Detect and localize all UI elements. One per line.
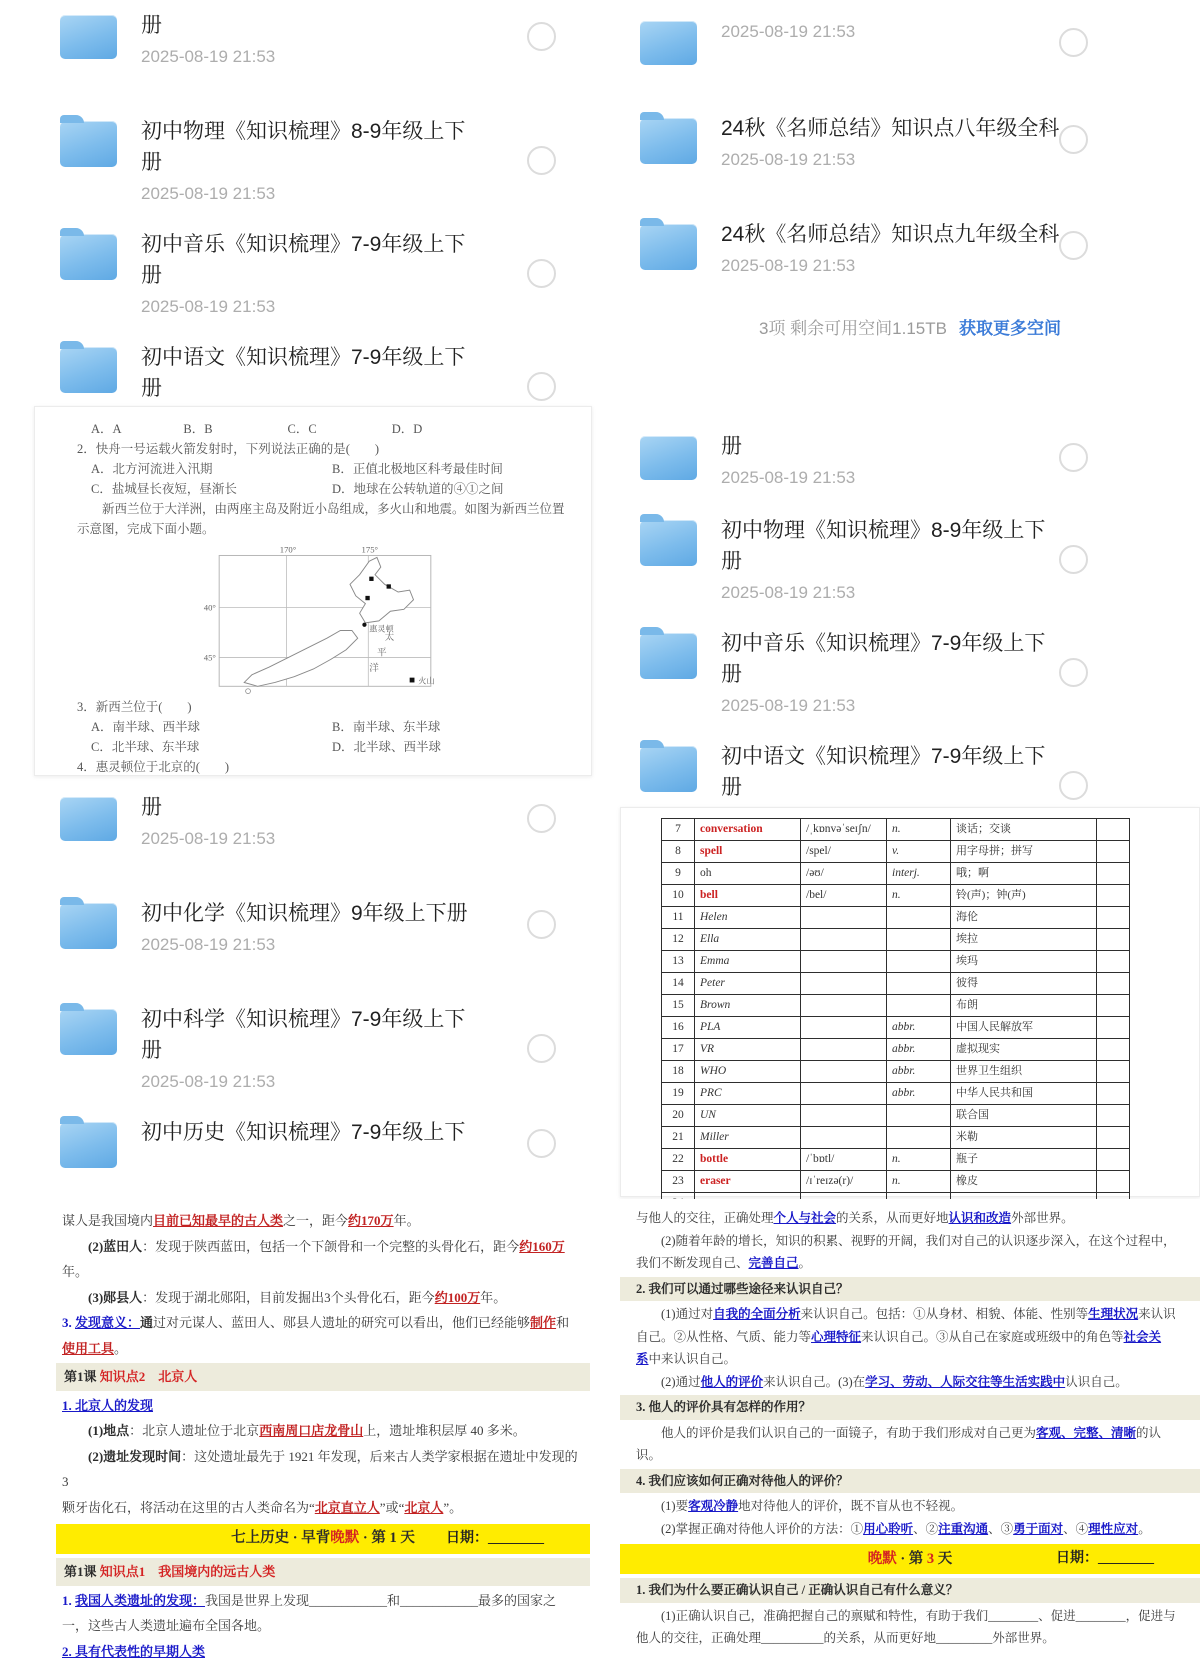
section-header-bar: 1. 我们为什么要正确认识自己 / 正确认识自己有什么意义？ bbox=[620, 1578, 1200, 1603]
select-circle[interactable] bbox=[527, 1034, 556, 1063]
folder-icon bbox=[640, 436, 697, 480]
select-circle[interactable] bbox=[1059, 771, 1088, 800]
vocab-number-cell: 20 bbox=[662, 1105, 695, 1127]
vocab-phonetic-cell: /ˈbɒtl/ bbox=[801, 1149, 887, 1171]
folder-time: 2025-08-19 21:53 bbox=[141, 296, 485, 318]
vocab-empty-cell bbox=[1097, 973, 1130, 995]
doc-paragraph: 谋人是我国境内目前已知最早的古人类之一，距今约170万年。 bbox=[62, 1208, 580, 1234]
folder-time: 2025-08-19 21:53 bbox=[141, 1071, 485, 1093]
option: C．北半球、东半球 bbox=[91, 737, 332, 757]
select-circle[interactable] bbox=[1059, 231, 1088, 260]
folder-row[interactable] bbox=[620, 219, 1200, 277]
vocab-phonetic-cell bbox=[801, 1039, 887, 1061]
sea-label: 平 bbox=[377, 648, 387, 659]
question-2-options bbox=[77, 459, 573, 479]
vocab-empty-cell bbox=[1097, 1171, 1130, 1193]
vocab-empty-cell bbox=[1097, 863, 1130, 885]
lat-label: 40° bbox=[204, 602, 217, 612]
volcano-marker bbox=[369, 577, 373, 581]
vocab-phonetic-cell: /spel/ bbox=[801, 841, 887, 863]
vocab-empty-cell bbox=[1097, 841, 1130, 863]
option: D．北半球、西半球 bbox=[332, 737, 573, 757]
vocab-word-cell: PLA bbox=[695, 1017, 801, 1039]
folder-row[interactable] bbox=[0, 342, 600, 404]
vocab-pos-cell: abbr. bbox=[887, 1083, 951, 1105]
folder-row[interactable] bbox=[620, 113, 1200, 171]
select-circle[interactable] bbox=[527, 804, 556, 833]
doc-paragraph: (1)地点：北京人遗址位于北京西南周口店龙骨山上，遗址堆积层厚 40 多米。 bbox=[62, 1418, 580, 1444]
doc-paragraph: (2)通过他人的评价来认识自己。(3)在学习、劳动、人际交往等生活实践中认识自己。 bbox=[636, 1371, 1176, 1394]
history-doc-preview[interactable] bbox=[28, 1198, 590, 1603]
folder-icon bbox=[60, 234, 117, 280]
vocab-number-cell: 16 bbox=[662, 1017, 695, 1039]
option: D．地球在公转轨道的④①之间 bbox=[332, 479, 573, 499]
vocab-meaning-cell: 布朗 bbox=[951, 995, 1097, 1017]
folder-name: 初中语文《知识梳理》7-9年级上下册 bbox=[721, 741, 1065, 803]
vocab-phonetic-cell bbox=[801, 1083, 887, 1105]
folder-icon bbox=[60, 1122, 117, 1168]
vocab-pos-cell bbox=[887, 995, 951, 1017]
folder-row[interactable] bbox=[0, 1117, 600, 1168]
vocab-number-cell: 21 bbox=[662, 1127, 695, 1149]
folder-row[interactable] bbox=[0, 1004, 600, 1093]
folder-time: 2025-08-19 21:53 bbox=[141, 828, 485, 850]
folder-meta bbox=[721, 431, 1065, 489]
vocab-phonetic-cell: /əʊ/ bbox=[801, 863, 887, 885]
vocab-phonetic-cell bbox=[801, 1017, 887, 1039]
vocab-meaning-cell: 用字母拼；拼写 bbox=[951, 841, 1097, 863]
lon-label: 170° bbox=[280, 545, 297, 555]
folder-name: 初中历史《知识梳理》7-9年级上下 bbox=[141, 1117, 485, 1148]
geography-doc-preview[interactable] bbox=[34, 406, 592, 776]
vocab-phonetic-cell bbox=[801, 951, 887, 973]
folder-icon bbox=[60, 15, 117, 59]
vocab-meaning-cell: 中国人民解放军 bbox=[951, 1017, 1097, 1039]
vocab-number-cell: 17 bbox=[662, 1039, 695, 1061]
select-circle[interactable] bbox=[527, 372, 556, 401]
vocab-pos-cell: n. bbox=[887, 1171, 951, 1193]
vocab-number-cell: 8 bbox=[662, 841, 695, 863]
vocab-meaning-cell: 虚拟现实 bbox=[951, 1039, 1097, 1061]
legend-volcano-icon bbox=[410, 678, 415, 683]
south-island-outline bbox=[244, 631, 358, 687]
folder-icon bbox=[640, 520, 697, 566]
vocab-word-cell: Ella bbox=[695, 929, 801, 951]
new-zealand-map bbox=[175, 542, 475, 694]
answer-options-row: A．A B．B C．C D．D bbox=[77, 419, 573, 439]
vocab-empty-cell bbox=[1097, 995, 1130, 1017]
select-circle[interactable] bbox=[527, 22, 556, 51]
folder-name: 册 bbox=[141, 792, 485, 823]
select-circle[interactable] bbox=[527, 146, 556, 175]
lat-label: 45° bbox=[204, 652, 217, 662]
vocab-pos-cell: abbr. bbox=[887, 1061, 951, 1083]
section-header-bar: 2. 我们可以通过哪些途径来认识自己？ bbox=[620, 1277, 1200, 1302]
doc-paragraph: 颗牙齿化石，将活动在这里的古人类命名为“北京直立人”或“北京人”。 bbox=[62, 1495, 580, 1521]
folder-name: 24秋《名师总结》知识点八年级全科 bbox=[721, 113, 1065, 144]
doc-paragraph: (1)要客观冷静地对待他人的评价，既不盲从也不轻视。 bbox=[636, 1495, 1176, 1518]
folder-name: 册 bbox=[721, 431, 1065, 462]
vocab-phonetic-cell bbox=[801, 929, 887, 951]
vocab-word-cell: Brown bbox=[695, 995, 801, 1017]
folder-row[interactable] bbox=[620, 431, 1200, 489]
vocab-number-cell: 14 bbox=[662, 973, 695, 995]
folder-meta bbox=[721, 515, 1065, 604]
file-list-top-right bbox=[620, 16, 1200, 277]
vocab-pos-cell: interj. bbox=[887, 863, 951, 885]
vocab-phonetic-cell: /bel/ bbox=[801, 885, 887, 907]
option: B．正值北极地区科考最佳时间 bbox=[332, 459, 573, 479]
folder-meta bbox=[141, 342, 485, 404]
vocab-number-cell: 9 bbox=[662, 863, 695, 885]
folder-meta bbox=[141, 116, 485, 205]
file-list-mid-right bbox=[620, 431, 1200, 803]
vocab-empty-cell bbox=[1097, 1017, 1130, 1039]
doc-paragraph: (2)掌握正确对待他人评价的方法：①用心聆听、②注重沟通、③勇于面对、④理性应对。 bbox=[636, 1518, 1176, 1541]
vocab-meaning-cell: 埃拉 bbox=[951, 929, 1097, 951]
vocab-number-cell: 7 bbox=[662, 819, 695, 841]
vocab-pos-cell bbox=[887, 1127, 951, 1149]
folder-icon bbox=[60, 797, 117, 841]
folder-meta bbox=[141, 1117, 485, 1148]
vocab-word-cell: UN bbox=[695, 1105, 801, 1127]
doc-paragraph: (2)遗址发现时间：这处遗址最先于 1921 年发现，后来古人类学家根据在遗址中发现的 3 bbox=[62, 1444, 580, 1495]
passage-intro: 新西兰位于大洋洲，由两座主岛及附近小岛组成，多火山和地震。如图为新西兰位置示意图，完成下面小题。 bbox=[77, 499, 573, 539]
vocab-empty-cell bbox=[1097, 885, 1130, 907]
doc-paragraph: 1. 我国人类遗址的发现：我国是世界上发现____________和____________最多的国家之一，这些古人类遗址遍布全国各地。 bbox=[62, 1588, 580, 1639]
vocab-pos-cell bbox=[887, 1105, 951, 1127]
vocab-word-cell: bell bbox=[695, 885, 801, 907]
folder-name: 初中化学《知识梳理》9年级上下册 bbox=[141, 898, 485, 929]
vocab-meaning-cell: 米勒 bbox=[951, 1127, 1097, 1149]
folder-meta bbox=[141, 229, 485, 318]
vocab-pos-cell bbox=[887, 907, 951, 929]
select-circle[interactable] bbox=[1059, 658, 1088, 687]
question-3: 3．新西兰位于( ) bbox=[77, 697, 573, 717]
folder-name: 初中音乐《知识梳理》7-9年级上下册 bbox=[141, 229, 485, 291]
city-label: 惠灵顿 bbox=[369, 623, 394, 633]
folder-icon bbox=[640, 118, 697, 164]
folder-time: 2025-08-19 21:53 bbox=[721, 467, 1065, 489]
folder-time: 2025-08-19 21:53 bbox=[141, 934, 485, 956]
vocab-word-cell: Helen bbox=[695, 907, 801, 929]
folder-row[interactable] bbox=[620, 16, 1200, 65]
folder-icon bbox=[640, 224, 697, 270]
vocab-table bbox=[661, 818, 1130, 1215]
vocab-phonetic-cell bbox=[801, 1061, 887, 1083]
vocab-empty-cell bbox=[1097, 929, 1130, 951]
lon-label: 175° bbox=[362, 545, 379, 555]
doc-paragraph: (1)通过对自我的全面分析来认识自己。包括：①从身材、相貌、体能、性别等生理状况来认识自己。②从性格、气质、能力等心理特征来认识自己。③从自己在家庭或班级中的角色等社会关 bbox=[636, 1303, 1176, 1348]
vocab-empty-cell bbox=[1097, 1039, 1130, 1061]
vocab-pos-cell bbox=[887, 929, 951, 951]
folder-row[interactable] bbox=[0, 792, 600, 850]
select-circle[interactable] bbox=[1059, 545, 1088, 574]
daily-recite-banner bbox=[620, 1544, 1200, 1574]
question-4: 4．惠灵顿位于北京的( ) bbox=[77, 757, 573, 777]
vocab-meaning-cell: 瓶子 bbox=[951, 1149, 1097, 1171]
vocab-phonetic-cell: /ɪˈreɪzə(r)/ bbox=[801, 1171, 887, 1193]
vocab-word-cell: Peter bbox=[695, 973, 801, 995]
folder-icon bbox=[60, 1009, 117, 1055]
vocab-number-cell: 23 bbox=[662, 1171, 695, 1193]
vocab-empty-cell bbox=[1097, 819, 1130, 841]
folder-time: 2025-08-19 21:53 bbox=[721, 695, 1065, 717]
folder-time: 2025-08-19 21:53 bbox=[721, 21, 1065, 43]
vocab-number-cell: 19 bbox=[662, 1083, 695, 1105]
volcano-marker bbox=[365, 596, 369, 600]
vocab-pos-cell bbox=[887, 973, 951, 995]
folder-time: 2025-08-19 21:53 bbox=[721, 255, 1065, 277]
folder-name: 册 bbox=[141, 10, 485, 41]
vocab-meaning-cell: 彼得 bbox=[951, 973, 1097, 995]
folder-time: 2025-08-19 21:53 bbox=[721, 149, 1065, 171]
vocab-word-cell: PRC bbox=[695, 1083, 801, 1105]
legend-label: 火山 bbox=[418, 675, 434, 685]
folder-meta bbox=[721, 113, 1065, 171]
vocab-empty-cell bbox=[1097, 1061, 1130, 1083]
folder-icon bbox=[60, 121, 117, 167]
vocab-empty-cell bbox=[1097, 907, 1130, 929]
option: C．盐城昼长夜短，昼渐长 bbox=[91, 479, 332, 499]
folder-meta bbox=[721, 219, 1065, 277]
doc-paragraph: (3)郧县人：发现于湖北郧阳，目前发掘出3个头骨化石，距今约100万年。 bbox=[62, 1285, 580, 1311]
vocab-word-cell: WHO bbox=[695, 1061, 801, 1083]
storage-footer bbox=[620, 313, 1200, 339]
doc-heading: 2. 具有代表性的早期人类 bbox=[62, 1639, 580, 1664]
daily-recite-banner bbox=[56, 1524, 590, 1554]
vocab-phonetic-cell bbox=[801, 1127, 887, 1149]
question-3-options bbox=[77, 737, 573, 757]
folder-name: 初中语文《知识梳理》7-9年级上下册 bbox=[141, 342, 485, 404]
vocab-pos-cell: abbr. bbox=[887, 1017, 951, 1039]
city-dot bbox=[362, 623, 366, 627]
file-list-top-left bbox=[0, 10, 600, 404]
option: B．南半球、东半球 bbox=[332, 717, 573, 737]
item-count-and-space: 3项 剩余可用空间1.15TB bbox=[759, 314, 947, 339]
vocab-number-cell: 12 bbox=[662, 929, 695, 951]
vocab-pos-cell: n. bbox=[887, 885, 951, 907]
question-3-options bbox=[77, 717, 573, 737]
right-screen-column bbox=[620, 0, 1200, 1583]
banner-title: 晚默 · 第 3 天 bbox=[868, 1548, 953, 1571]
vocab-meaning-cell: 海伦 bbox=[951, 907, 1097, 929]
folder-meta bbox=[721, 741, 1065, 803]
sea-label: 太 bbox=[385, 631, 395, 643]
vocab-word-cell: VR bbox=[695, 1039, 801, 1061]
volcano-marker bbox=[387, 584, 391, 588]
vocab-number-cell: 18 bbox=[662, 1061, 695, 1083]
sea-label: 洋 bbox=[369, 662, 379, 674]
vocab-word-cell: bottle bbox=[695, 1149, 801, 1171]
doc-paragraph: 系中来认识自己。 bbox=[636, 1348, 1176, 1371]
vocab-meaning-cell: 联合国 bbox=[951, 1105, 1097, 1127]
option: A．南半球、西半球 bbox=[91, 717, 332, 737]
folder-meta bbox=[141, 792, 485, 850]
vocab-number-cell: 13 bbox=[662, 951, 695, 973]
folder-row[interactable] bbox=[620, 628, 1200, 717]
vocab-phonetic-cell bbox=[801, 1105, 887, 1127]
vocab-phonetic-cell bbox=[801, 995, 887, 1017]
politics-doc-preview[interactable] bbox=[620, 1199, 1200, 1604]
vocab-meaning-cell: 铃(声)；钟(声) bbox=[951, 885, 1097, 907]
vocab-pos-cell: abbr. bbox=[887, 1039, 951, 1061]
vocab-empty-cell bbox=[1097, 951, 1130, 973]
vocab-word-cell: Emma bbox=[695, 951, 801, 973]
folder-meta bbox=[721, 16, 1065, 43]
folder-name: 24秋《名师总结》知识点九年级全科 bbox=[721, 219, 1065, 250]
folder-meta bbox=[141, 10, 485, 68]
doc-paragraph: (2)随着年龄的增长，知识的积累、视野的开阔，我们对自己的认识逐步深入，在这个过程中，我们不断发现自己、完善自己。 bbox=[636, 1230, 1176, 1275]
section-header-bar: 第1课 知识点1 我国境内的远古人类 bbox=[56, 1558, 590, 1586]
folder-name: 初中物理《知识梳理》8-9年级上下册 bbox=[141, 116, 485, 178]
vocab-meaning-cell: 橡皮 bbox=[951, 1171, 1097, 1193]
folder-row[interactable] bbox=[620, 515, 1200, 604]
section-header-bar: 4. 我们应该如何正确对待他人的评价？ bbox=[620, 1469, 1200, 1494]
file-list-bottom-left bbox=[0, 792, 600, 1168]
vocab-phonetic-cell: /ˌkɒnvəˈseɪʃn/ bbox=[801, 819, 887, 841]
vocab-meaning-cell: 谈话；交谈 bbox=[951, 819, 1097, 841]
folder-row[interactable] bbox=[0, 898, 600, 956]
select-circle[interactable] bbox=[527, 1129, 556, 1158]
folder-row[interactable] bbox=[0, 10, 600, 68]
folder-icon bbox=[60, 347, 117, 393]
doc-heading: 1. 北京人的发现 bbox=[62, 1393, 580, 1419]
vocab-number-cell: 22 bbox=[662, 1149, 695, 1171]
section-header-bar: 第1课 知识点2 北京人 bbox=[56, 1363, 590, 1391]
folder-icon bbox=[60, 903, 117, 949]
nz-map-svg bbox=[175, 542, 475, 694]
banner-title: 七上历史 · 早背晚默 · 第 1 天 bbox=[231, 1526, 415, 1552]
question-2-options bbox=[77, 479, 573, 499]
folder-name: 初中音乐《知识梳理》7-9年级上下册 bbox=[721, 628, 1065, 690]
folder-row[interactable] bbox=[0, 116, 600, 205]
vocab-pos-cell: v. bbox=[887, 841, 951, 863]
vocab-word-cell: eraser bbox=[695, 1171, 801, 1193]
get-more-space-link[interactable]: 获取更多空间 bbox=[959, 314, 1061, 339]
vocab-phonetic-cell bbox=[801, 973, 887, 995]
vocab-number-cell: 15 bbox=[662, 995, 695, 1017]
folder-row[interactable] bbox=[0, 229, 600, 318]
select-circle[interactable] bbox=[527, 910, 556, 939]
left-screen-column bbox=[0, 0, 600, 1583]
vocab-number-cell: 10 bbox=[662, 885, 695, 907]
vocab-meaning-cell: 哦；啊 bbox=[951, 863, 1097, 885]
vocab-meaning-cell: 世界卫生组织 bbox=[951, 1061, 1097, 1083]
folder-icon bbox=[640, 746, 697, 792]
folder-row[interactable] bbox=[620, 741, 1200, 803]
select-circle[interactable] bbox=[1059, 28, 1088, 57]
banner-date-blank: 日期：________ bbox=[446, 1526, 544, 1552]
folder-name: 初中物理《知识梳理》8-9年级上下册 bbox=[721, 515, 1065, 577]
vocab-word-cell: Miller bbox=[695, 1127, 801, 1149]
select-circle[interactable] bbox=[1059, 125, 1088, 154]
select-circle[interactable] bbox=[527, 259, 556, 288]
doc-paragraph: 与他人的交往，正确处理个人与社会的关系，从而更好地认识和改造外部世界。 bbox=[636, 1207, 1176, 1230]
folder-time: 2025-08-19 21:53 bbox=[141, 183, 485, 205]
folder-icon bbox=[640, 21, 697, 65]
vocab-table-doc-preview[interactable] bbox=[620, 807, 1200, 1197]
vocab-number-cell: 11 bbox=[662, 907, 695, 929]
stewart-island bbox=[246, 689, 251, 694]
vocab-meaning-cell: 埃玛 bbox=[951, 951, 1097, 973]
vocab-phonetic-cell bbox=[801, 907, 887, 929]
question-2: 2．快舟一号运载火箭发射时，下列说法正确的是( ) bbox=[77, 439, 573, 459]
folder-meta bbox=[141, 898, 485, 956]
doc-paragraph: (2)蓝田人：发现于陕西蓝田，包括一个下颌骨和一个完整的头骨化石，距今约160万年。 bbox=[62, 1234, 580, 1285]
folder-icon bbox=[640, 633, 697, 679]
doc-paragraph: 3. 发现意义：通过对元谋人、蓝田人、郧县人遗址的研究可以看出，他们已经能够制作和使用工具。 bbox=[62, 1310, 580, 1361]
folder-name: 初中科学《知识梳理》7-9年级上下册 bbox=[141, 1004, 485, 1066]
doc-paragraph: (1)正确认识自己，准确把握自己的禀赋和特性，有助于我们________、促进________，促进与他人的交往，正确处理__________的关系，从而更好地_________外部世界。 bbox=[636, 1605, 1176, 1650]
vocab-empty-cell bbox=[1097, 1105, 1130, 1127]
north-island-outline bbox=[350, 557, 413, 622]
vocab-word-cell: oh bbox=[695, 863, 801, 885]
vocab-empty-cell bbox=[1097, 1149, 1130, 1171]
folder-meta bbox=[141, 1004, 485, 1093]
vocab-empty-cell bbox=[1097, 1083, 1130, 1105]
folder-time: 2025-08-19 21:53 bbox=[721, 582, 1065, 604]
vocab-empty-cell bbox=[1097, 1127, 1130, 1149]
vocab-pos-cell: n. bbox=[887, 1149, 951, 1171]
folder-meta bbox=[721, 628, 1065, 717]
select-circle[interactable] bbox=[1059, 443, 1088, 472]
folder-time: 2025-08-19 21:53 bbox=[141, 46, 485, 68]
option: A．北方河流进入汛期 bbox=[91, 459, 332, 479]
vocab-pos-cell: n. bbox=[887, 819, 951, 841]
vocab-word-cell: spell bbox=[695, 841, 801, 863]
vocab-pos-cell bbox=[887, 951, 951, 973]
section-header-bar: 3. 他人的评价具有怎样的作用？ bbox=[620, 1395, 1200, 1420]
doc-paragraph: 他人的评价是我们认识自己的一面镜子，有助于我们形成对自己更为客观、完整、清晰的认识。 bbox=[636, 1422, 1176, 1467]
banner-date-blank: 日期：________ bbox=[1056, 1548, 1154, 1571]
vocab-word-cell: conversation bbox=[695, 819, 801, 841]
vocab-meaning-cell: 中华人民共和国 bbox=[951, 1083, 1097, 1105]
